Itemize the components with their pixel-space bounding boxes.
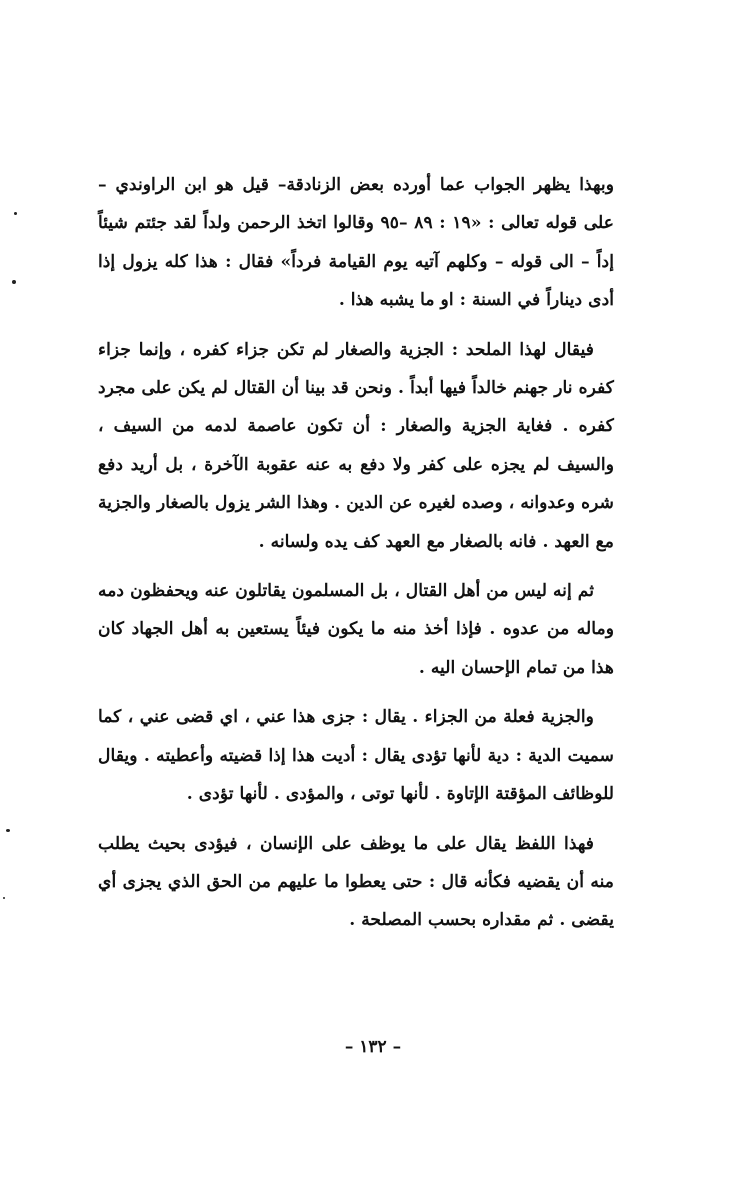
page-number: – ١٣٢ –	[344, 1037, 402, 1057]
paragraph-5: فهذا اللفظ يقال على ما يوظف على الإنسان ، فيؤدى بحيث يطلب منه أن يقضيه فكأنه قال : حتى يعطوا ما عليهم من الحق الذي يجزى أي يقضى . ثم مقداره بحسب المصلحة .	[98, 833, 614, 931]
paragraph-1: وبهذا يظهر الجواب عما أورده بعض الزنادقة– قيل هو ابن الراوندي – على قوله تعالى : «١٩ : ٨٩ –٩٥ وقالوا اتخذ الرحمن ولداً لقد جئتم شيئاً إداً – الى قوله – وكلهم آتيه يوم القيامة فرداً» فقال : هذا كله يزول إذا أدى ديناراً في السنة : او ما يشبه هذا .	[98, 175, 615, 311]
paragraph-2: فيقال لهذا الملحد : الجزية والصغار لم تكن جزاء كفره ، وإنما جزاء كفره نار جهنم خالداً فيها أبداً . ونحن قد بينا أن القتال لم يكن على مجرد كفره . فغاية الجزية والصغار : أن تكون عاصمة لدمه من السيف ، والسيف لم يجزه على كفر ولا دفع به عنه عقوبة الآخرة ، بل أريد دفع شره وعدوانه ، وصده لغيره عن الدين . وهذا الشر يزول بالصغار والجزية مع العهد . فانه بالصغار مع العهد كف يده ولسانه .	[98, 339, 614, 552]
scan-speck	[14, 212, 17, 215]
scan-speck	[3, 897, 5, 899]
scan-speck	[6, 829, 10, 832]
scan-speck	[12, 280, 16, 284]
paragraph-3: ثم إنه ليس من أهل القتال ، بل المسلمون يقاتلون عنه ويحفظون دمه وماله من عدوه . فإذا أخذ منه ما يكون فيئاً يستعين به أهل الجهاد كان هذا من تمام الإحسان اليه .	[98, 581, 614, 678]
paragraph-4: والجزية فعلة من الجزاء . يقال : جزى هذا عني ، اي قضى عني ، كما سميت الدية : دية لأنها تؤدى يقال : أديت هذا إذا قضيته وأعطيته . ويقال للوظائف المؤقتة الإتاوة . لأنها توتى ، والمؤدى . لأنها تؤدى .	[98, 707, 614, 805]
body-text	[98, 166, 614, 940]
